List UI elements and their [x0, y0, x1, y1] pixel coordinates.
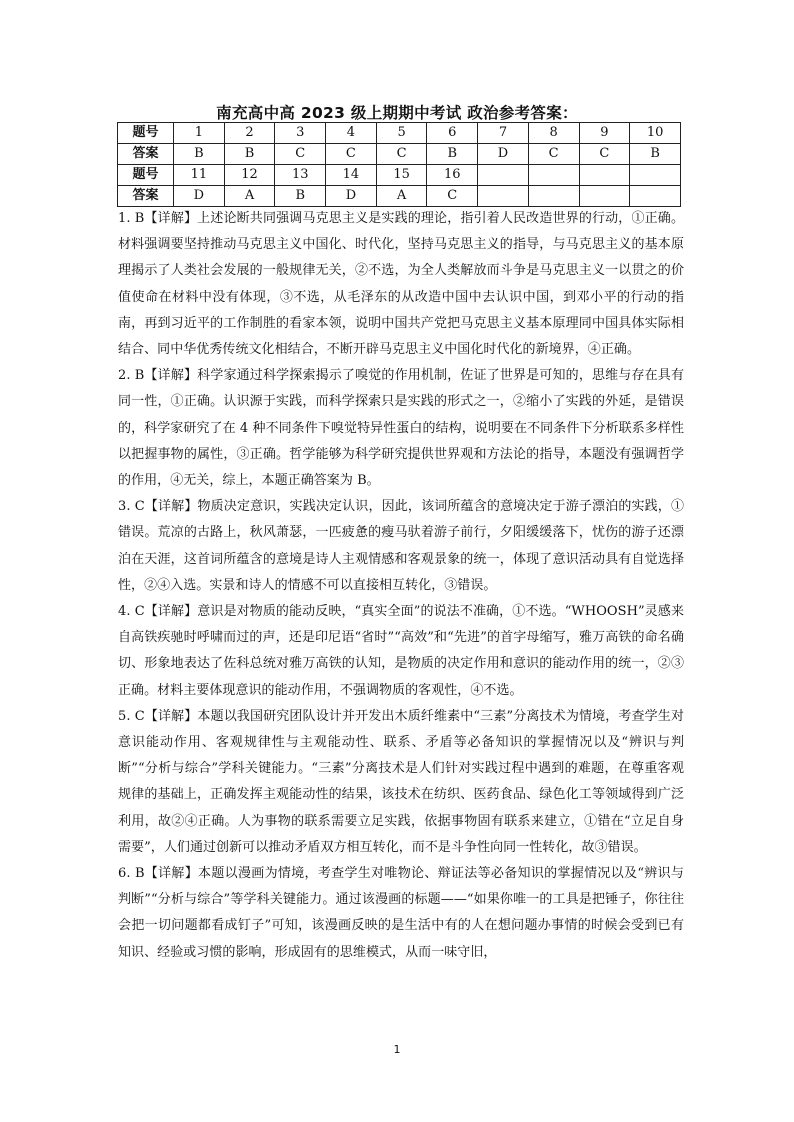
table-cell: 16 [427, 165, 478, 186]
table-cell: C [326, 144, 377, 165]
table-cell [478, 165, 529, 186]
table-cell: 10 [630, 123, 681, 144]
table-row [118, 123, 681, 144]
table-cell [528, 186, 579, 207]
table-cell [630, 186, 681, 207]
table-cell: 8 [528, 123, 579, 144]
table-cell: A [376, 186, 427, 207]
table-cell: C [528, 144, 579, 165]
explanation-item: 6. B【详解】本题以漫画为情境，考查学生对唯物论、辩证法等必备知识的掌握情况以及“辨识与判断”“分析与综合”等学科关键能力。通过该漫画的标题——“如果你唯一的工具是把锤子，你往往会把一切问题都看成钉子”可知，该漫画反映的是生活中有的人在想问题办事情的时候会受到已有知识、经验或习惯的影响，形成固有的思维模式，从而一味守旧， [118, 866, 684, 960]
table-row [118, 186, 681, 207]
table-cell: B [275, 186, 326, 207]
table-cell: A [224, 186, 275, 207]
table-cell: 11 [174, 165, 225, 186]
table-cell: 5 [376, 123, 427, 144]
page-title: 南充高中高 2023 级上期期中考试 政治参考答案： [216, 104, 578, 122]
table-cell: 1 [174, 123, 225, 144]
explanation-item: 5. C【详解】本题以我国研究团队设计并开发出木质纤维素中“三素”分离技术为情境，考查学生对意识能动作用、客观规律性与主观能动性、联系、矛盾等必备知识的掌握情况以及“辨识与判断”“分析与综合”学科关键能力。“三素”分离技术是人们针对实践过程中遇到的难题，在尊重客观规律的基础上，正确发挥主观能动性的结果，该技术在纺织、医药食品、绿色化工等领域得到广泛利用，故②④正确。人为事物的联系需要立足实践，依据事物固有联系来建立，①错在“立足自身需要”，人们通过创新可以推动矛盾双方相互转化，而不是斗争性向同一性转化，故③错误。 [118, 708, 684, 855]
table-row-header: 题号 [118, 165, 174, 186]
table-cell: 4 [326, 123, 377, 144]
page-number: 1 [393, 1043, 401, 1056]
table-cell: 9 [579, 123, 630, 144]
table-cell: 13 [275, 165, 326, 186]
table-cell: 12 [224, 165, 275, 186]
explanation-item: 2. B【详解】科学家通过科学探索揭示了嗅觉的作用机制，佐证了世界是可知的，思维与存在具有同一性，①正确。认识源于实践，而科学探索只是实践的形式之一，②缩小了实践的外延，是错误的，科学家研究了在 4 种不同条件下嗅觉特异性蛋白的结构，说明要在不同条件下分析联系多样性以把握事物的属性，③正确。哲学能够为科学研究提供世界观和方法论的指导，本题没有强调哲学的作用，④无关，综上，本题正确答案为 B。 [118, 368, 684, 489]
table-cell: B [427, 144, 478, 165]
explanation-item: 1. B【详解】上述论断共同强调马克思主义是实践的理论，指引着人民改造世界的行动，①正确。材料强调要坚持推动马克思主义中国化、时代化，坚持马克思主义的指导，与马克思主义的基本原理揭示了人类社会发展的一般规律无关，②不选，为全人类解放而斗争是马克思主义一以贯之的价值使命在材料中没有体现，③不选，从毛泽东的从改造中国中去认识中国，到邓小平的行动的指南，再到习近平的工作制胜的看家本领，说明中国共产党把马克思主义基本原理同中国具体实际相结合、同中华优秀传统文化相结合，不断开辟马克思主义中国化时代化的新境界，④正确。 [118, 211, 684, 358]
table-cell [630, 165, 681, 186]
table-row [118, 144, 681, 165]
table-cell: 6 [427, 123, 478, 144]
table-cell [478, 186, 529, 207]
answer-table [117, 122, 681, 207]
table-cell: B [174, 144, 225, 165]
table-row-header: 答案 [118, 144, 174, 165]
table-cell: B [224, 144, 275, 165]
table-row [118, 165, 681, 186]
table-cell [579, 165, 630, 186]
table-row-header: 答案 [118, 186, 174, 207]
table-cell [528, 165, 579, 186]
table-cell: 7 [478, 123, 529, 144]
table-cell: D [478, 144, 529, 165]
table-cell: 14 [326, 165, 377, 186]
table-cell: 15 [376, 165, 427, 186]
table-cell: 2 [224, 123, 275, 144]
explanation-item: 4. C【详解】意识是对物质的能动反映，“真实全面”的说法不准确，①不选。“WHOOSH”灵感来自高铁疾驰时呼啸而过的声，还是印尼语“省时”“高效”和“先进”的首字母缩写，雅万高铁的命名确切、形象地表达了佐科总统对雅万高铁的认知，是物质的决定作用和意识的能动作用的统一，②③正确。材料主要体现意识的能动作用，不强调物质的客观性，④不选。 [118, 604, 684, 698]
table-cell: C [427, 186, 478, 207]
table-cell: 3 [275, 123, 326, 144]
table-cell: C [275, 144, 326, 165]
explanation-item: 3. C【详解】物质决定意识，实践决定认识，因此，该词所蕴含的意境决定于游子漂泊的实践，①错误。荒凉的古路上，秋风萧瑟，一匹疲惫的瘦马驮着游子前行，夕阳缓缓落下，忧伤的游子还漂泊在天涯，这首词所蕴含的意境是诗人主观情感和客观景象的统一，体现了意识活动具有自觉选择性，②④入选。实景和诗人的情感不可以直接相互转化，③错误。 [118, 499, 684, 593]
table-cell: C [579, 144, 630, 165]
table-cell [579, 186, 630, 207]
table-row-header: 题号 [118, 123, 174, 144]
table-cell: C [376, 144, 427, 165]
table-cell: D [326, 186, 377, 207]
explanations [118, 206, 684, 966]
table-cell: B [630, 144, 681, 165]
table-cell: D [174, 186, 225, 207]
